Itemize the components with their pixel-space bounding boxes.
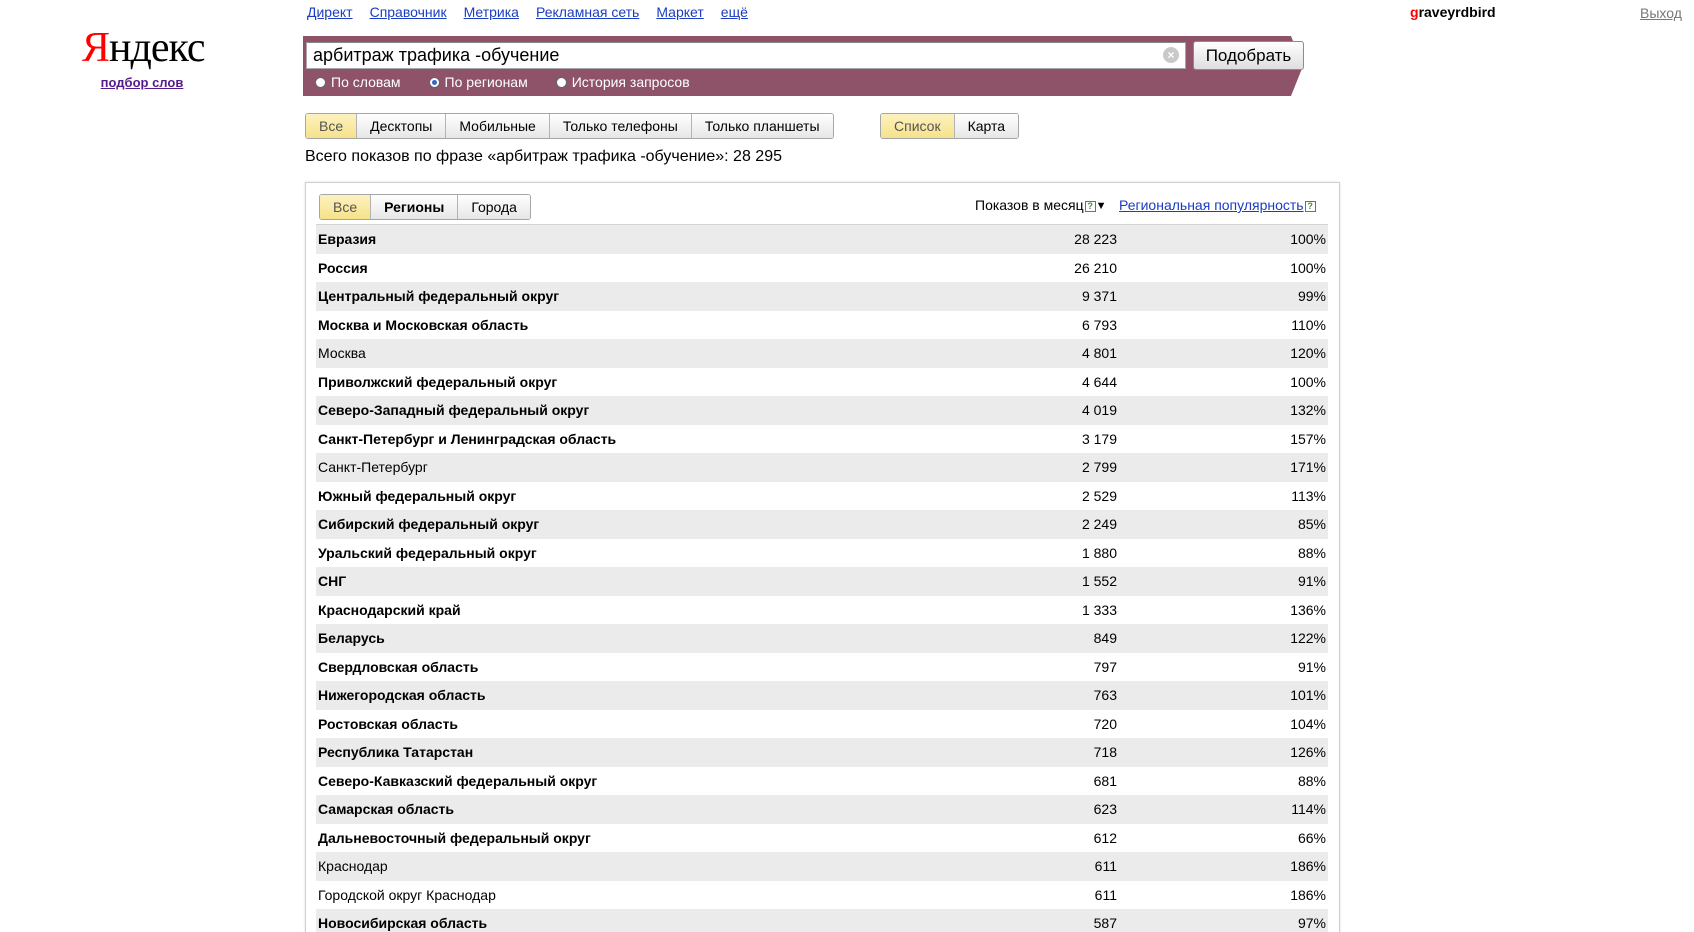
region-name: Сибирский федеральный округ (318, 516, 540, 533)
radio-icon[interactable] (556, 77, 567, 88)
tab-regions[interactable]: Регионы (371, 195, 458, 219)
region-name: Республика Татарстан (318, 744, 474, 761)
region-name: Северо-Кавказский федеральный округ (318, 772, 598, 789)
table-row (316, 824, 1328, 853)
popularity-percent: 104% (1290, 715, 1326, 732)
table-row (316, 425, 1328, 454)
popularity-percent: 66% (1297, 829, 1326, 846)
logout-link[interactable]: Выход (1640, 5, 1682, 21)
username[interactable]: graveyrdbird (1410, 4, 1496, 20)
popularity-percent: 97% (1297, 915, 1326, 932)
tab-all-regions[interactable]: Все (320, 195, 371, 219)
shows-count: 1 333 (1081, 601, 1117, 618)
table-row (316, 396, 1328, 425)
shows-count: 720 (1093, 715, 1117, 732)
region-tabs (319, 194, 531, 220)
table-row (316, 767, 1328, 796)
shows-count: 2 799 (1081, 459, 1117, 476)
table-row (316, 852, 1328, 881)
region-name: Нижегородская область (318, 687, 486, 704)
shows-count: 587 (1093, 915, 1117, 932)
header-regional-popularity[interactable]: Региональная популярность ? (1119, 197, 1316, 213)
shows-count: 3 179 (1081, 430, 1117, 447)
shows-count: 1 880 (1081, 544, 1117, 561)
table-row (316, 681, 1328, 710)
shows-count: 849 (1093, 630, 1117, 647)
table-row (316, 282, 1328, 311)
device-tabs (305, 113, 834, 139)
shows-count: 1 552 (1081, 573, 1117, 590)
top-nav (307, 4, 748, 22)
popularity-percent: 114% (1291, 801, 1326, 818)
nav-more[interactable]: ещё (720, 4, 748, 20)
shows-count: 4 019 (1081, 402, 1117, 419)
search-input[interactable]: арбитраж трафика -обучение (306, 42, 1186, 69)
region-name: Краснодарский край (318, 601, 461, 618)
table-row (316, 881, 1328, 910)
shows-count: 681 (1093, 772, 1117, 789)
popularity-percent: 100% (1290, 259, 1326, 276)
logo-subtitle-link[interactable]: подбор слов (100, 75, 184, 90)
region-name: Санкт-Петербург (318, 459, 428, 476)
table-row (316, 339, 1328, 368)
tab-all-devices[interactable]: Все (306, 114, 357, 138)
radio-by-regions[interactable]: По регионам (429, 73, 528, 91)
nav-metrika[interactable]: Метрика (463, 4, 519, 20)
table-row (316, 510, 1328, 539)
logo-wordmark[interactable]: Яндекс (82, 25, 205, 71)
shows-count: 611 (1094, 886, 1117, 903)
radio-by-words[interactable]: По словам (315, 73, 401, 91)
header-shows-per-month[interactable]: Показов в месяц ? ▼ (975, 197, 1107, 213)
table-row (316, 453, 1328, 482)
table-row (316, 225, 1328, 254)
region-name: Краснодар (318, 858, 388, 875)
radio-icon[interactable] (429, 77, 440, 88)
table-row (316, 738, 1328, 767)
tab-tablets-only[interactable]: Только планшеты (692, 114, 833, 138)
table-row (316, 624, 1328, 653)
region-name: Северо-Западный федеральный округ (318, 402, 590, 419)
popularity-percent: 132% (1290, 402, 1326, 419)
nav-reference[interactable]: Справочник (369, 4, 447, 20)
nav-market[interactable]: Маркет (656, 4, 704, 20)
radio-icon[interactable] (315, 77, 326, 88)
table-row (316, 795, 1328, 824)
table-row (316, 653, 1328, 682)
region-name: Свердловская область (318, 658, 479, 675)
popularity-percent: 91% (1297, 658, 1326, 675)
tab-phones-only[interactable]: Только телефоны (550, 114, 692, 138)
region-name: Самарская область (318, 801, 454, 818)
table-row (316, 368, 1328, 397)
regions-table (316, 224, 1328, 932)
shows-count: 623 (1093, 801, 1117, 818)
view-tabs (880, 113, 1019, 139)
popularity-percent: 122% (1290, 630, 1326, 647)
popularity-percent: 101% (1290, 687, 1326, 704)
popularity-percent: 126% (1290, 744, 1326, 761)
help-icon[interactable]: ? (1085, 201, 1096, 212)
region-name: Евразия (318, 231, 377, 248)
table-row (316, 567, 1328, 596)
region-name: Москва (318, 345, 366, 362)
region-name: Россия (318, 259, 368, 276)
shows-count: 4 801 (1081, 345, 1117, 362)
region-name: СНГ (318, 573, 347, 590)
region-name: Центральный федеральный округ (318, 288, 560, 305)
popularity-percent: 186% (1290, 886, 1326, 903)
table-row (316, 254, 1328, 283)
region-name: Городской округ Краснодар (318, 886, 496, 903)
shows-count: 718 (1093, 744, 1117, 761)
help-icon[interactable]: ? (1305, 201, 1316, 212)
tab-map[interactable]: Карта (955, 114, 1018, 138)
popularity-percent: 88% (1297, 772, 1326, 789)
table-row (316, 909, 1328, 932)
region-name: Москва и Московская область (318, 316, 529, 333)
popularity-percent: 136% (1290, 601, 1326, 618)
region-name: Беларусь (318, 630, 385, 647)
popularity-percent: 157% (1290, 430, 1326, 447)
region-name: Южный федеральный округ (318, 487, 517, 504)
tab-desktops[interactable]: Десктопы (357, 114, 446, 138)
region-name: Дальневосточный федеральный округ (318, 829, 591, 846)
nav-direct[interactable]: Директ (307, 4, 353, 20)
popularity-percent: 100% (1290, 373, 1326, 390)
region-name: Санкт-Петербург и Ленинградская область (318, 430, 617, 447)
popularity-percent: 88% (1297, 544, 1326, 561)
search-mode-radios (315, 73, 718, 91)
nav-ad-network[interactable]: Рекламная сеть (535, 4, 640, 20)
region-name: Новосибирская область (318, 915, 488, 932)
table-row (316, 482, 1328, 511)
region-name: Ростовская область (318, 715, 459, 732)
table-row (316, 596, 1328, 625)
shows-count: 28 223 (1074, 231, 1117, 248)
radio-query-history[interactable]: История запросов (556, 73, 690, 91)
shows-count: 611 (1094, 858, 1117, 875)
shows-count: 2 249 (1081, 516, 1117, 533)
shows-count: 26 210 (1074, 259, 1117, 276)
popularity-percent: 171% (1290, 459, 1326, 476)
table-row (316, 539, 1328, 568)
popularity-percent: 99% (1297, 288, 1326, 305)
shows-count: 2 529 (1081, 487, 1117, 504)
clear-icon[interactable]: × (1163, 47, 1179, 63)
yandex-logo[interactable] (82, 24, 205, 90)
tab-cities[interactable]: Города (458, 195, 530, 219)
region-name: Приволжский федеральный округ (318, 373, 558, 390)
tab-mobile[interactable]: Мобильные (446, 114, 550, 138)
table-row (316, 311, 1328, 340)
total-shows-text: Всего показов по фразе «арбитраж трафика -обучение»: 28 295 (305, 148, 782, 165)
popularity-percent: 120% (1290, 345, 1326, 362)
shows-count: 9 371 (1081, 288, 1117, 305)
submit-button[interactable]: Подобрать (1193, 41, 1304, 70)
shows-count: 797 (1093, 658, 1117, 675)
tab-list[interactable]: Список (881, 114, 955, 138)
popularity-percent: 85% (1297, 516, 1326, 533)
sort-desc-icon[interactable]: ▼ (1095, 200, 1107, 212)
popularity-percent: 100% (1290, 231, 1326, 248)
shows-count: 4 644 (1081, 373, 1117, 390)
shows-count: 612 (1093, 829, 1117, 846)
popularity-percent: 91% (1297, 573, 1326, 590)
shows-count: 6 793 (1081, 316, 1117, 333)
shows-count: 763 (1093, 687, 1117, 704)
region-name: Уральский федеральный округ (318, 544, 537, 561)
popularity-percent: 110% (1291, 316, 1326, 333)
popularity-percent: 186% (1290, 858, 1326, 875)
table-row (316, 710, 1328, 739)
popularity-percent: 113% (1291, 487, 1326, 504)
